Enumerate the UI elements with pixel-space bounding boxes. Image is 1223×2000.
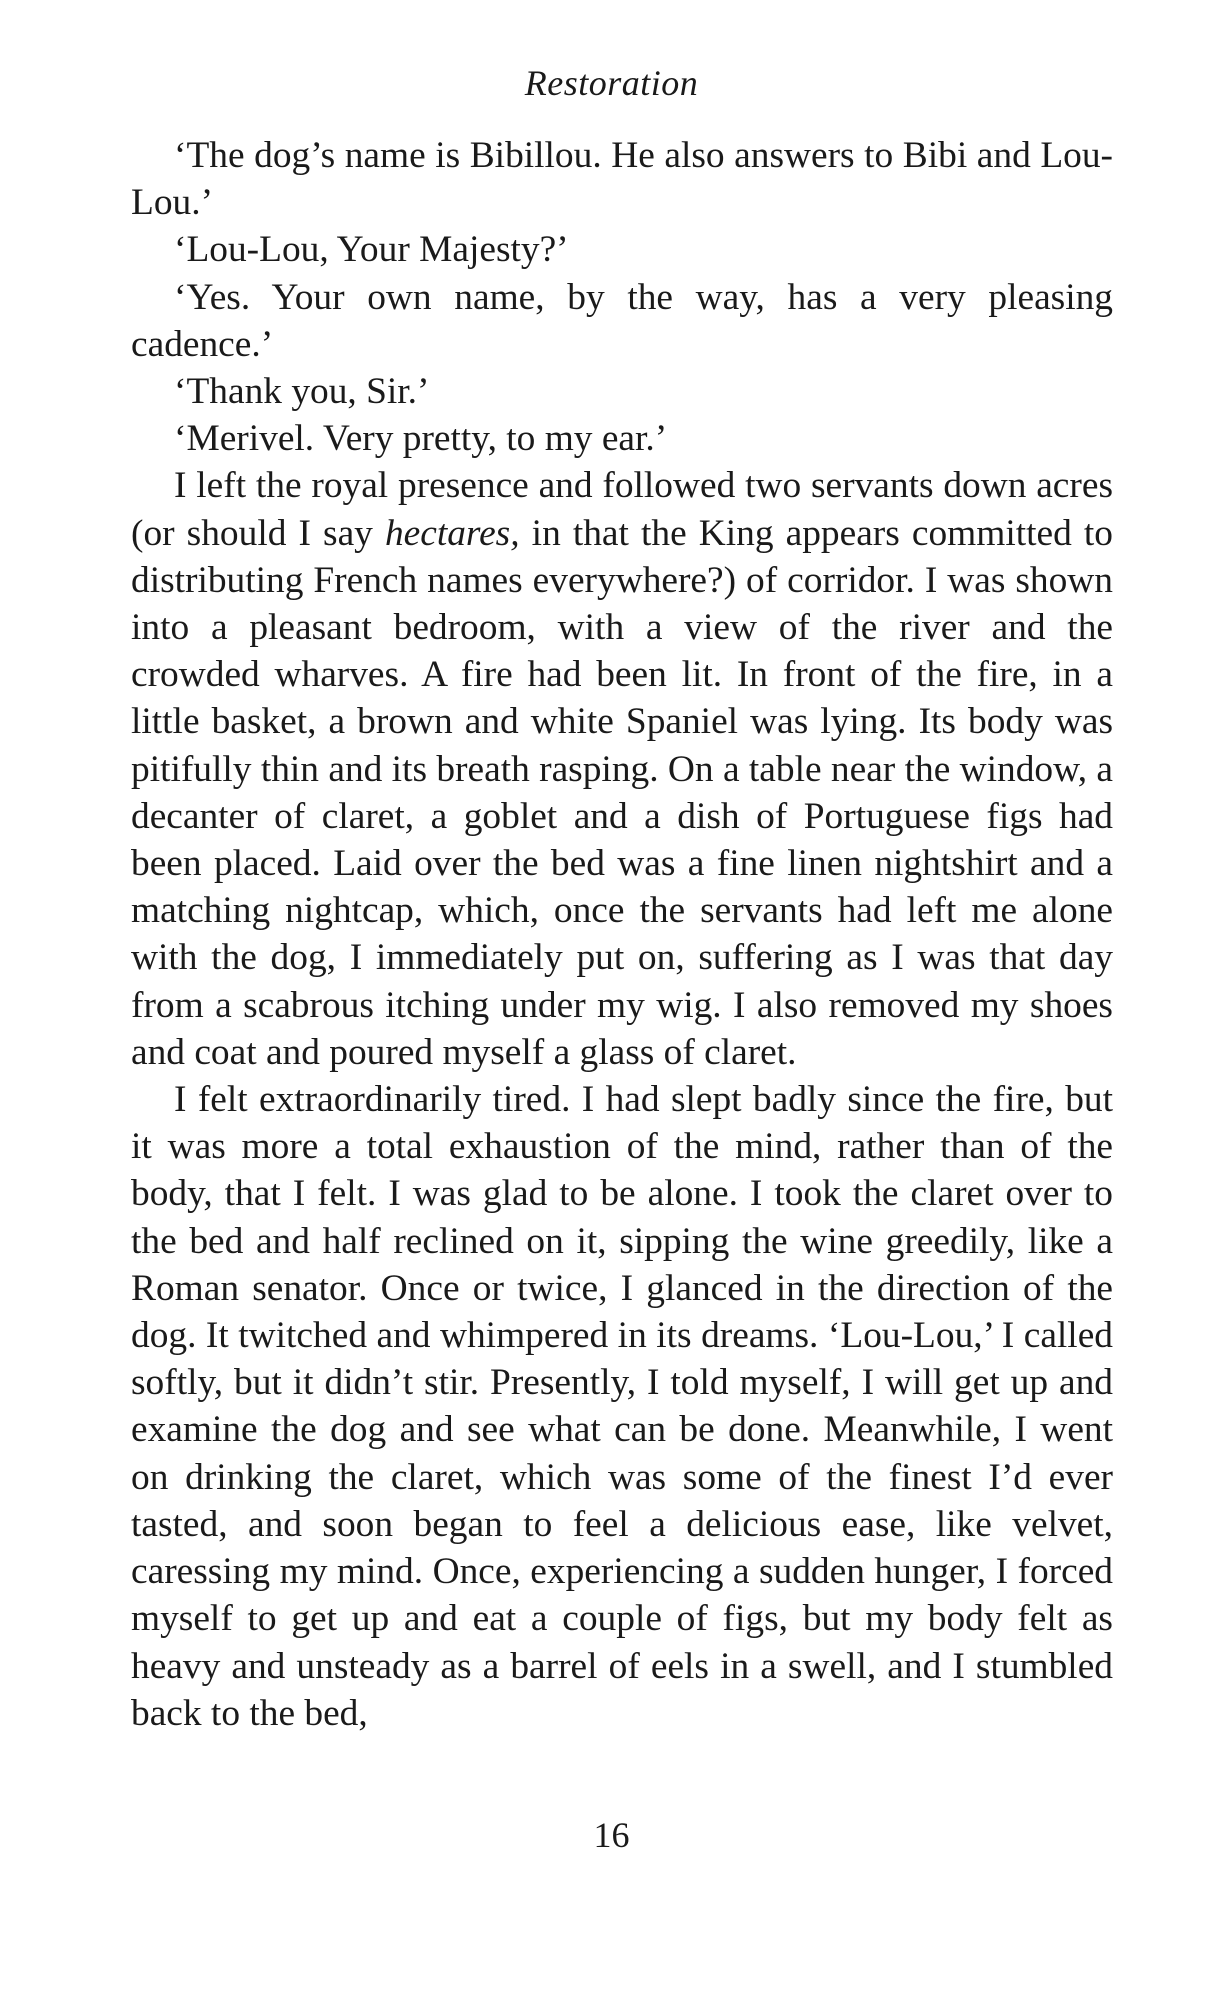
paragraph: ‘Thank you, Sir.’: [174, 371, 430, 413]
paragraph-text: I left the royal presence and followed two servants down acres (or should I say: [131, 465, 1113, 554]
page-number: 16: [593, 1815, 630, 1855]
italic-word: hectares,: [384, 512, 520, 554]
body-text: [131, 132, 1113, 1737]
paragraph: [131, 462, 1113, 1076]
paragraph: I felt extraordinarily tired. I had slept badly since the fire, but it was more a total exhaustion of the mind, rather than of the body, that I felt. I was glad to be alone. I took the claret over to the bed and half reclined on it, sipping the wine greedily, like a Roman senator. Once or twice, I glanced in the direction of the dog. It twitched and whimpered in its dreams. ‘Lou-Lou,’ I called softly, but it didn’t stir. Presently, I told myself, I will get up and examine the dog and see what can be done. Meanwhile, I went on drinking the claret, which was some of the finest I’d ever tasted, and soon began to feel a delicious ease, like velvet, caressing my mind. Once, experiencing a sudden hunger, I forced myself to get up and eat a couple of figs, but my body felt as heavy and unsteady as a barrel of eels in a swell, and I stumbled back to the bed,: [131, 1079, 1113, 1734]
paragraph: ‘Yes. Your own name, by the way, has a very pleasing cadence.’: [131, 276, 1113, 365]
paragraph: ‘Lou-Lou, Your Majesty?’: [174, 229, 569, 271]
paragraph: ‘The dog’s name is Bibillou. He also answers to Bibi and Lou-Lou.’: [131, 135, 1113, 224]
paragraph-text: in that the King appears committed to distributing French names everywhere?) of corridor. I was shown into a pleasant bedroom, with a view of the river and the crowded wharves. A fire had been lit. In front of the fire, in a little basket, a brown and white Spaniel was lying. Its body was pitifully thin and its breath rasping. On a table near the window, a decanter of claret, a goblet and a dish of Portuguese figs had been placed. Laid over the bed was a fine linen nightshirt and a matching nightcap, which, once the servants had left me alone with the dog, I immediately put on, suffering as I was that day from a scabrous itching under my wig. I also removed my shoes and coat and poured myself a glass of claret.: [131, 512, 1113, 1073]
paragraph: ‘Merivel. Very pretty, to my ear.’: [174, 418, 668, 460]
running-head: Restoration: [524, 63, 699, 103]
